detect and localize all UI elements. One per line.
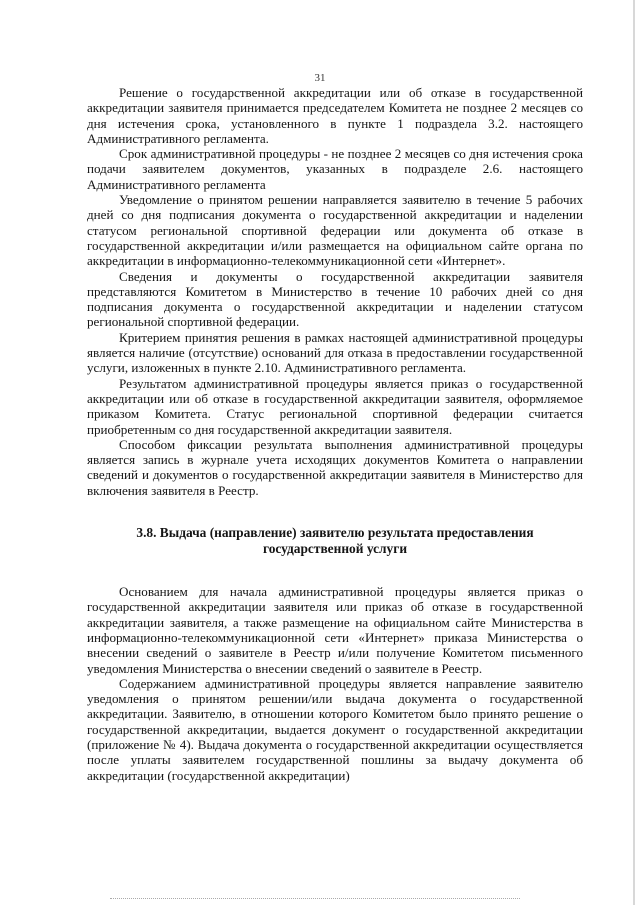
paragraph-result-recording: Способом фиксации результата выполнения административной процедуры является запись в журнале учета исходящих документов Комитета о направлении сведений и документов о государственной аккредитации заявителя в Министерство для включения заявителя в Реестр. <box>87 436 583 498</box>
paragraph-procedure-term: Срок административной процедуры - не позднее 2 месяцев со дня истечения срока подачи заявителем документов, указанных в подразделе 2.6. настоящего Административного регламента <box>87 146 583 192</box>
paragraph-notification: Уведомление о принятом решении направляется заявителю в течение 5 рабочих дней со дня подписания документа о государственной аккредитации и наделении статусом региональной спортивной федерации или документа об отказе в государственной аккредитации и/или размещается на официальном сайте органа по аккредитации в информационно-телекоммуникационной сети «Интернет». <box>87 192 583 269</box>
section-heading-line1: 3.8. Выдача (направление) заявителю результата предоставления <box>136 525 534 541</box>
scan-artifact <box>110 898 520 902</box>
paragraph-procedure-basis: Основанием для начала административной процедуры является приказ о государственной аккредитации заявителя или приказ об отказе в государственной аккредитации заявителя, а также размещение на официальном сайте Министерства в информационно-телекоммуникационной сети «Интернет» приказа Министерства о внесении сведений о заявителе в Реестр и/или получение Комитетом письменного уведомления Министерства о внесении сведений о заявителе в Реестр. <box>87 584 583 676</box>
document-body <box>87 85 583 783</box>
paragraph-decision-criterion: Критерием принятия решения в рамках настоящей административной процедуры является наличие (отсутствие) оснований для отказа в предоставлении государственной услуги, изложенных в пункте 2.10. Административного регламента. <box>87 329 583 376</box>
paragraph-decision: Решение о государственной аккредитации или об отказе в государственной аккредитации заявителя принимается председателем Комитета не позднее 2 месяцев со дня истечения срока, установленного в пункте 1 подраздела 3.2. настоящего Административного регламента. <box>87 85 583 146</box>
section-heading <box>87 525 583 557</box>
paragraph-procedure-result: Результатом административной процедуры является приказ о государственной аккредитации или об отказе в государственной аккредитации заявителя, оформляемое приказом Комитета. Статус региональной спортивной федерации считается приобретенным со дня государственной аккредитации заявителя. <box>87 375 583 437</box>
section-heading-line2: государственной услуги <box>262 541 408 557</box>
paragraph-procedure-content: Содержанием административной процедуры является направление заявителю уведомления о принятом решении/или выдача документа о государственной аккредитации. Заявителю, в отношении которого Комитетом было принято решение о государственной аккредитации, выдается документ о государственной аккредитации (приложение № 4). Выдача документа о государственной аккредитации осуществляется после уплаты заявителем государственной пошлины за выдачу документа об аккредитации (государственной аккредитации) <box>87 675 583 783</box>
page-edge <box>633 0 635 905</box>
paragraph-information-submission: Сведения и документы о государственной аккредитации заявителя представляются Комитетом в Министерство в течение 10 рабочих дней со дня подписания документа о государственной аккредитации и наделении статусом региональной спортивной федерации. <box>87 268 583 330</box>
page-number: 31 <box>314 72 326 84</box>
